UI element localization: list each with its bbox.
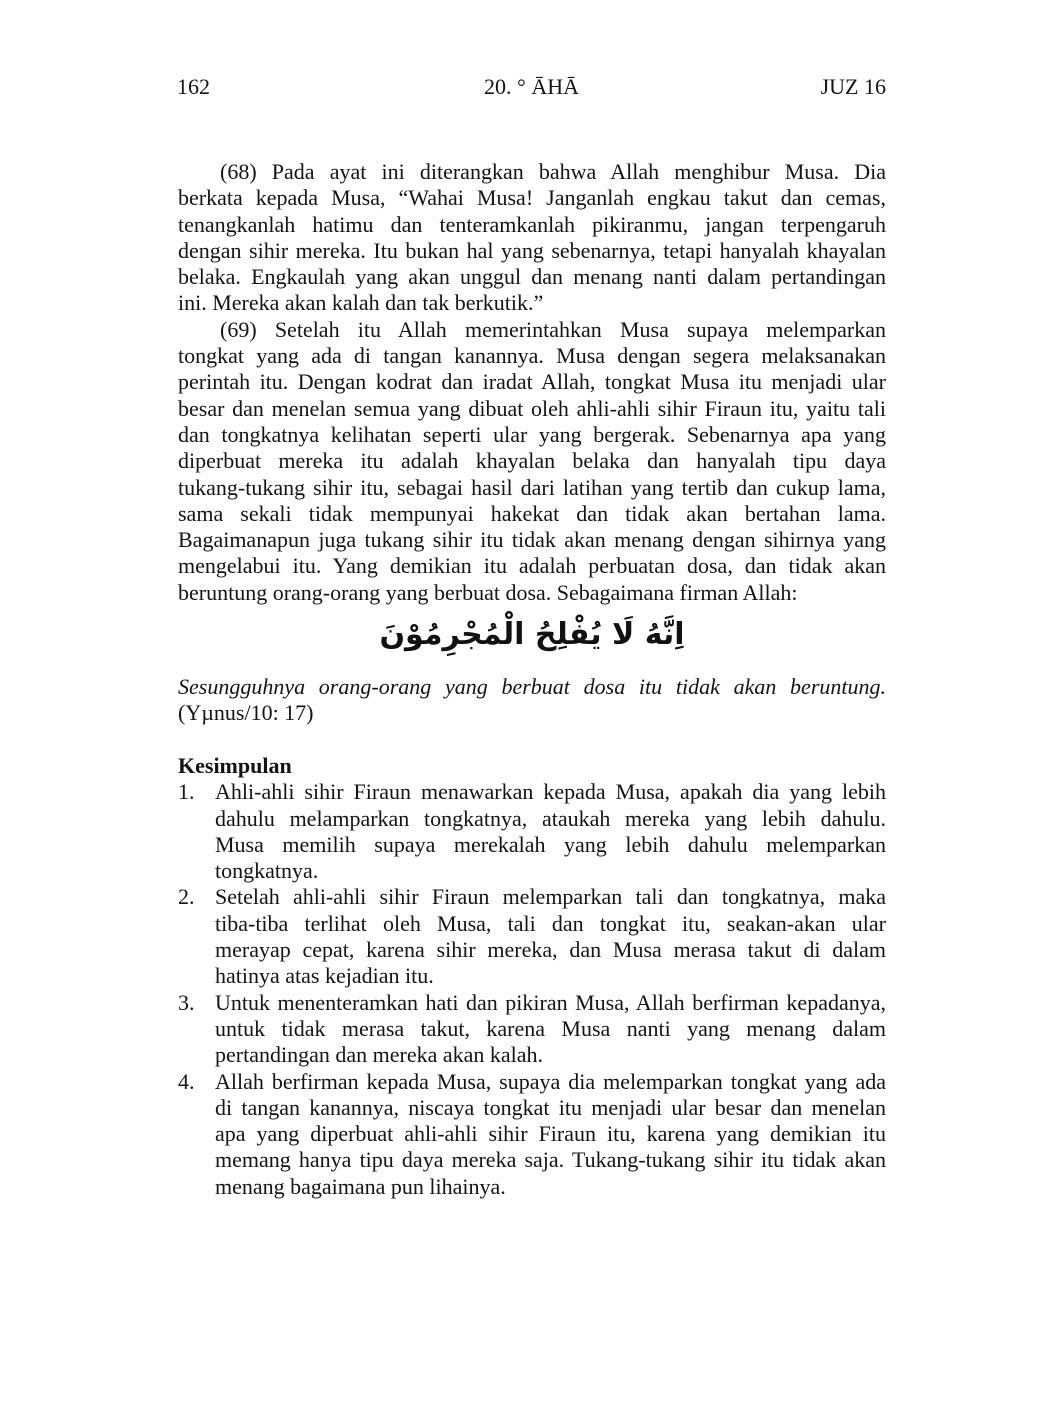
text-line: memang hanya tipu daya mereka saja. Tukang-tukang sihir itu tidak akan (215, 1147, 886, 1173)
text-line: Bagaimanapun juga tukang sihir itu tidak akan menang dengan sihirnya yang (178, 527, 886, 553)
verse-reference: (Yµnus/10: 17) (178, 700, 314, 726)
text-line: beruntung orang-orang yang berbuat dosa. Sebagaimana firman Allah: (178, 579, 798, 605)
text-line: berkata kepada Musa, “Wahai Musa! Janganlah engkau takut dan cemas, (178, 185, 886, 211)
text-line: mengelabui itu. Yang demikian itu adalah perbuatan dosa, dan tidak akan (178, 553, 886, 579)
item-number: 1. (178, 779, 195, 805)
juz-label: JUZ 16 (820, 74, 886, 99)
blank-line (178, 727, 886, 753)
translation-line: Sesungguhnya orang-orang yang berbuat dosa itu tidak akan beruntung. (178, 674, 886, 700)
text-line: menang bagaimana pun lihainya. (215, 1173, 506, 1199)
text-line: belaka. Engkaulah yang akan unggul dan menang nanti dalam pertandingan (178, 264, 886, 290)
conclusion-list (178, 779, 886, 1200)
item-number: 2. (178, 884, 195, 910)
text-line: untuk tidak merasa takut, karena Musa nanti yang menang dalam (215, 1015, 886, 1041)
verse-translation (178, 674, 886, 727)
page-content (178, 159, 886, 1200)
chapter-title: 20. ° ĀHĀ (484, 74, 579, 99)
item-text (215, 990, 886, 1069)
text-line: tiba-tiba terlihat oleh Musa, tali dan tongkat itu, seakan-akan ular (215, 910, 886, 936)
text-line: tongkatnya. (215, 858, 319, 884)
list-item (178, 779, 886, 884)
text-line: merayap cepat, karena sihir mereka, dan Musa merasa takut di dalam (215, 937, 886, 963)
text-line: tukang-tukang sihir itu, sebagai hasil dari latihan yang tertib dan cukup lama, (178, 474, 886, 500)
text-line: besar dan menelan semua yang dibuat oleh ahli-ahli sihir Firaun itu, yaitu tali (178, 395, 886, 421)
paragraph-68 (178, 159, 886, 317)
text-line: Allah berfirman kepada Musa, supaya dia melemparkan tongkat yang ada (215, 1068, 886, 1094)
text-line: ini. Mereka akan kalah dan tak berkutik.” (178, 290, 544, 316)
text-line: diperbuat mereka itu adalah khayalan belaka dan hanyalah tipu daya (178, 448, 886, 474)
list-item (178, 1069, 886, 1200)
text-line: perintah itu. Dengan kodrat dan iradat Allah, tongkat Musa itu menjadi ular (178, 369, 886, 395)
text-line: apa yang diperbuat ahli-ahli sihir Firaun itu, karena yang demikian itu (215, 1121, 886, 1147)
item-text (215, 779, 886, 884)
item-number: 4. (178, 1068, 195, 1094)
item-number: 3. (178, 989, 195, 1015)
running-header (177, 74, 886, 100)
text-line: Musa memilih supaya merekalah yang lebih dahulu melemparkan (215, 831, 886, 857)
page-number: 162 (177, 74, 210, 99)
text-line: Setelah ahli-ahli sihir Firaun melemparkan tali dan tongkatnya, maka (215, 884, 886, 910)
text-line: pertandingan dan mereka akan kalah. (215, 1042, 544, 1068)
text-line: (69) Setelah itu Allah memerintahkan Musa supaya melemparkan (220, 316, 886, 342)
text-line: Ahli-ahli sihir Firaun menawarkan kepada Musa, apakah dia yang lebih (215, 779, 886, 805)
list-item (178, 990, 886, 1069)
list-item (178, 884, 886, 989)
text-line: dan tongkatnya kelihatan seperti ular yang bergerak. Sebenarnya apa yang (178, 421, 886, 447)
text-line: di tangan kanannya, niscaya tongkat itu menjadi ular besar dan menelan (215, 1094, 886, 1120)
text-line: (68) Pada ayat ini diterangkan bahwa Allah menghibur Musa. Dia (220, 159, 886, 184)
section-heading: Kesimpulan (178, 752, 292, 778)
text-line: dahulu melamparkan tongkatnya, ataukah mereka yang lebih dahulu. (215, 805, 886, 831)
text-line: tongkat yang ada di tangan kanannya. Musa dengan segera melaksanakan (178, 343, 886, 369)
text-line: tenangkanlah hatimu dan tenteramkanlah pikiranmu, jangan terpengaruh (178, 211, 886, 237)
item-text (215, 884, 886, 989)
text-line: sama sekali tidak mempunyai hakekat dan tidak akan bertahan lama. (178, 500, 886, 526)
paragraph-69 (178, 317, 886, 606)
text-line: dengan sihir mereka. Itu bukan hal yang sebenarnya, tetapi hanyalah khayalan (178, 237, 886, 263)
text-line: Untuk menenteramkan hati dan pikiran Musa, Allah berfirman kepadanya, (215, 989, 886, 1015)
text-line: hatinya atas kejadian itu. (215, 963, 434, 989)
item-text (215, 1069, 886, 1200)
arabic-verse: اِنَّهُ لَا يُفْلِحُ الْمُجْرِمُوْنَ (379, 617, 685, 653)
